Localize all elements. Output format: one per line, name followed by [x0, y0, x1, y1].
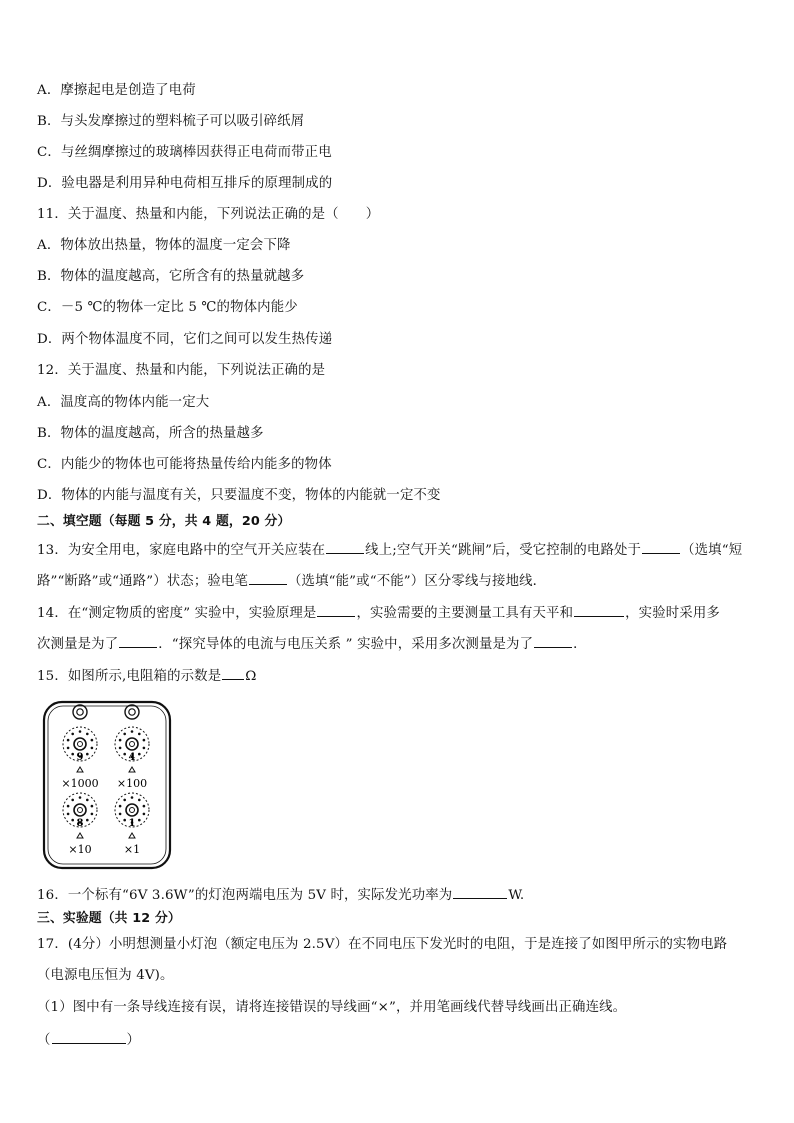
- q14-blank-3[interactable]: [119, 634, 157, 648]
- q10-option-c: C．与丝绸摩擦过的玻璃棒因获得正电荷而带正电: [37, 145, 332, 160]
- dial-digit: 4: [128, 752, 136, 763]
- dial-tick: [143, 747, 146, 750]
- dial-tick: [119, 813, 122, 816]
- q13-blank-2[interactable]: [642, 540, 680, 554]
- dial-knob: [74, 738, 86, 750]
- dial-knob: [126, 804, 138, 816]
- q14-blank-1[interactable]: [317, 603, 355, 617]
- q14-line-2: [37, 634, 587, 654]
- q17-answer-blank[interactable]: [52, 1030, 126, 1044]
- dial-tick: [138, 733, 141, 736]
- dial-tick: [71, 733, 74, 736]
- q15-stem: 15．如图所示,电阻箱的示数是: [37, 669, 222, 684]
- dial-tick: [138, 753, 141, 756]
- dial-knob: [126, 738, 138, 750]
- dial-tick: [67, 805, 70, 808]
- q17-line-1: 17．(4分）小明想测量小灯泡（额定电压为 2.5V）在不同电压下发光时的电阻，于是连接了如图甲所示的实物电路: [37, 937, 728, 952]
- q17-answer-open: （: [37, 1033, 51, 1048]
- dial-tick: [91, 747, 94, 750]
- q13-blank-3[interactable]: [249, 571, 287, 585]
- dial-tick: [138, 799, 141, 802]
- dial-pointer-icon: [129, 767, 135, 772]
- q13-text-3: （选填“短: [681, 543, 743, 558]
- q11-stem: 11．关于温度、热量和内能，下列说法正确的是（ ）: [37, 207, 380, 222]
- q14-text-5: ．“探究导体的电流与电压关系 ” 实验中，采用多次测量是为了: [158, 637, 534, 652]
- dial-pointer-icon: [77, 767, 83, 772]
- q17-line-2: （电源电压恒为 4V)。: [37, 968, 174, 983]
- section-heading-experiment: 三、实验题（共 12 分）: [37, 911, 181, 926]
- q13-text-4: 路”“断路”或“通路”）状态；验电笔: [37, 574, 249, 589]
- dial-multiplier: ×10: [68, 843, 92, 856]
- dial-digit: 9: [76, 752, 84, 763]
- dial-tick: [86, 799, 89, 802]
- q15-blank[interactable]: [222, 666, 244, 680]
- q10-option-d: D．验电器是利用异种电荷相互排斥的原理制成的: [37, 176, 333, 191]
- q15-stem-line: [37, 666, 257, 686]
- dial-digit: 1: [128, 818, 136, 829]
- q15-unit: Ω: [245, 669, 257, 684]
- dial-tick: [123, 733, 126, 736]
- q12-option-c: C．内能少的物体也可能将热量传给内能多的物体: [37, 457, 332, 472]
- dial-tick: [79, 796, 82, 799]
- dial-tick: [143, 813, 146, 816]
- dial-pointer-icon: [77, 833, 83, 838]
- q13-line-1: [37, 540, 742, 560]
- q17-sub-1: （1）图中有一条导线连接有误，请将连接错误的导线画“×”，并用笔画线代替导线画出正确连线。: [37, 1000, 627, 1015]
- q16-text-1: 16．一个标有“6V 3.6W”的灯泡两端电压为 5V 时，实际发光功率为: [37, 888, 453, 903]
- q14-text-4: 次测量是为了: [37, 637, 119, 652]
- dial-tick: [91, 813, 94, 816]
- q14-line-1: [37, 603, 720, 623]
- q12-option-d: D．物体的内能与温度有关，只要温度不变，物体的内能就一定不变: [37, 488, 441, 503]
- dial-tick: [119, 739, 122, 742]
- dial-multiplier: ×1: [123, 843, 141, 856]
- q14-text-3: ，实验时采用多: [625, 606, 720, 621]
- dial-multiplier: ×1000: [61, 777, 99, 790]
- q11-option-b: B．物体的温度越高，它所含有的热量就越多: [37, 269, 305, 284]
- dial-tick: [79, 730, 82, 733]
- dial-tick: [67, 747, 70, 750]
- dial-tick: [71, 799, 74, 802]
- q11-option-a: A．物体放出热量，物体的温度一定会下降: [37, 238, 291, 253]
- q13-text-5: （选填“能”或“不能”）区分零线与接地线．: [288, 574, 547, 589]
- q12-stem: 12．关于温度、热量和内能，下列说法正确的是: [37, 363, 326, 378]
- q11-option-d: D．两个物体温度不同，它们之间可以发生热传递: [37, 332, 333, 347]
- resistance-box-figure: [42, 700, 172, 870]
- dial-multiplier: ×100: [116, 777, 148, 790]
- dial-tick: [86, 819, 89, 822]
- dial-1: [61, 727, 98, 790]
- q16-blank[interactable]: [453, 885, 507, 899]
- terminal-left: [73, 705, 87, 719]
- dial-tick: [67, 739, 70, 742]
- q12-option-a: A．温度高的物体内能一定大: [37, 395, 210, 410]
- dial-tick: [71, 819, 74, 822]
- q13-text-2: 线上;空气开关“跳闸”后，受它控制的电路处于: [365, 543, 642, 558]
- dial-tick: [138, 819, 141, 822]
- dial-tick: [91, 805, 94, 808]
- dial-digit: 8: [76, 818, 84, 829]
- q13-line-2: [37, 571, 546, 591]
- dial-tick: [143, 805, 146, 808]
- q16-text-2: W.: [508, 888, 525, 903]
- q16-line: [37, 885, 524, 905]
- q10-option-a: A．摩擦起电是创造了电荷: [37, 83, 196, 98]
- dial-tick: [67, 813, 70, 816]
- q17-answer-line: [37, 1030, 140, 1050]
- dial-knob: [74, 804, 86, 816]
- q12-option-b: B．物体的温度越高，所含的热量越多: [37, 426, 264, 441]
- dial-tick: [131, 796, 134, 799]
- dial-tick: [119, 747, 122, 750]
- dial-tick: [123, 819, 126, 822]
- section-heading-fill-in: 二、填空题（每题 5 分，共 4 题，20 分）: [37, 514, 291, 529]
- terminal-right: [125, 705, 139, 719]
- q14-text-1: 14．在“测定物质的密度” 实验中，实验原理是: [37, 606, 317, 621]
- dial-tick: [86, 753, 89, 756]
- dial-tick: [131, 730, 134, 733]
- q17-answer-close: ）: [126, 1033, 141, 1048]
- q13-blank-1[interactable]: [326, 540, 364, 554]
- dial-tick: [86, 733, 89, 736]
- q13-text-1: 13．为安全用电，家庭电路中的空气开关应装在: [37, 543, 326, 558]
- dial-tick: [123, 799, 126, 802]
- dial-tick: [91, 739, 94, 742]
- dial-tick: [143, 739, 146, 742]
- q11-option-c: C．－5 ℃的物体一定比 5 ℃的物体内能少: [37, 300, 298, 315]
- dial-2: [115, 727, 149, 790]
- q14-blank-2[interactable]: [574, 603, 624, 617]
- dial-tick: [71, 753, 74, 756]
- dial-3: [63, 793, 97, 856]
- dial-pointer-icon: [129, 833, 135, 838]
- q14-text-2: ，实验需要的主要测量工具有天平和: [356, 606, 574, 621]
- dial-tick: [123, 753, 126, 756]
- dial-tick: [119, 805, 122, 808]
- q14-text-6: ．: [573, 637, 587, 652]
- q14-blank-4[interactable]: [534, 634, 572, 648]
- q10-option-b: B．与头发摩擦过的塑料梳子可以吸引碎纸屑: [37, 114, 305, 129]
- dial-4: [115, 793, 149, 856]
